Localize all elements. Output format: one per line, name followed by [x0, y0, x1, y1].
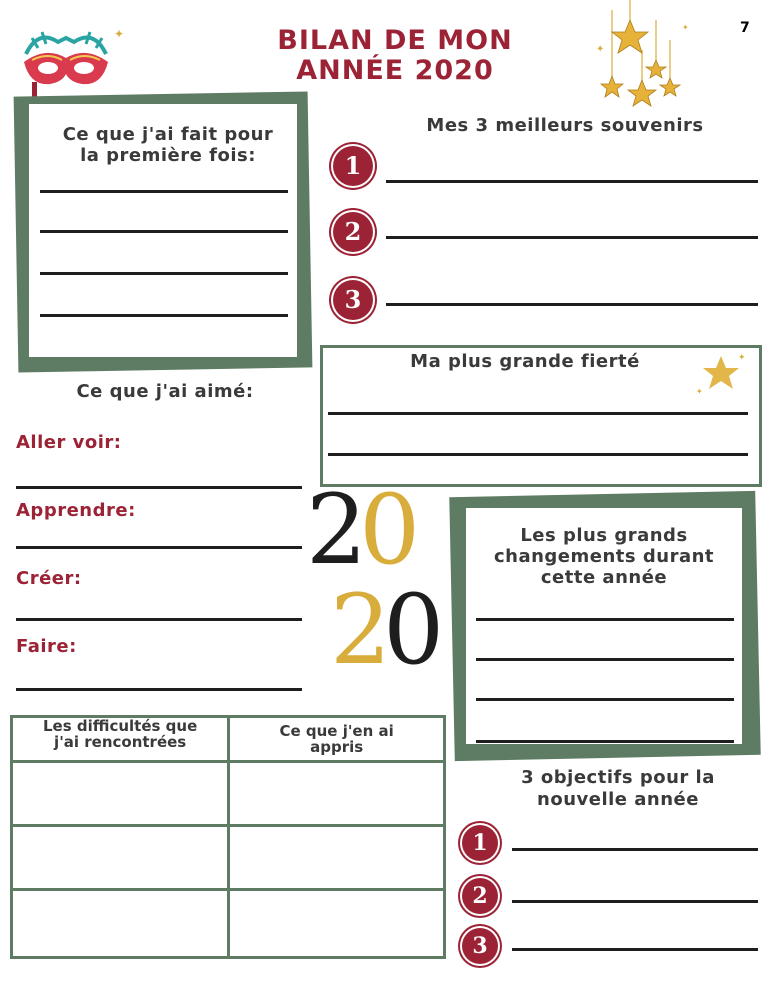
table-header-difficultes: [12, 717, 229, 762]
aime-heading: Ce que j'ai aimé:: [76, 381, 254, 402]
table-cell[interactable]: [229, 890, 445, 958]
first-time-label-line1: Ce que j'ai fait pour: [62, 124, 274, 145]
aime-item-aller-voir: Aller voir:: [16, 432, 122, 453]
table-cell[interactable]: [229, 762, 445, 826]
fierte-heading: Ma plus grande fierté: [410, 351, 640, 372]
aime-line-3: [16, 618, 302, 621]
hanging-stars-icon: [590, 0, 700, 115]
objectif-number-1: 1: [462, 825, 498, 861]
first-time-line-4: [40, 314, 288, 317]
souvenir-number-1: 1: [333, 146, 373, 186]
changements-heading-line1: Les plus grands: [520, 525, 688, 546]
objectif-number-3: 3: [462, 928, 498, 964]
changements-heading-line2: changements durant: [493, 546, 715, 567]
svg-text:✦: ✦: [696, 387, 703, 396]
aime-line-1: [16, 486, 302, 489]
table-header-appris-line1: Ce que j'en ai: [279, 722, 394, 740]
difficultes-table: [10, 715, 446, 959]
first-time-line-3: [40, 272, 288, 275]
table-cell[interactable]: [12, 826, 229, 890]
changements-line-4: [476, 740, 734, 743]
souvenir-line-2: [386, 236, 758, 239]
svg-text:✦: ✦: [114, 27, 125, 41]
first-time-line-2: [40, 230, 288, 233]
aime-line-4: [16, 688, 302, 691]
aime-line-2: [16, 546, 302, 549]
souvenir-number-3: 3: [333, 280, 373, 320]
gold-star-icon: [694, 350, 750, 396]
changements-line-1: [476, 618, 734, 621]
aime-item-faire: Faire:: [16, 636, 77, 657]
fierte-line-1: [328, 412, 748, 415]
aime-item-creer: Créer:: [16, 568, 82, 589]
page-number: 7: [740, 20, 750, 36]
souvenir-line-3: [386, 303, 758, 306]
table-cell[interactable]: [229, 826, 445, 890]
table-header-difficultes-line1: Les difficultés que: [42, 717, 198, 735]
svg-text:✦: ✦: [738, 353, 746, 363]
objectif-number-2: 2: [462, 878, 498, 914]
table-header-appris-line2: appris: [310, 738, 364, 756]
table-cell[interactable]: [12, 890, 229, 958]
table-header-appris: [229, 717, 445, 762]
table-cell[interactable]: [12, 762, 229, 826]
objectif-line-3: [512, 948, 758, 951]
objectifs-heading-line1: 3 objectifs pour la: [521, 767, 715, 788]
objectif-line-2: [512, 900, 758, 903]
changements-line-2: [476, 658, 734, 661]
table-row: [12, 826, 445, 890]
fierte-line-2: [328, 453, 748, 456]
souvenir-number-2: 2: [333, 212, 373, 252]
svg-text:✦: ✦: [682, 23, 689, 32]
year-graphic-top: 20: [306, 474, 413, 586]
first-time-line-1: [40, 190, 288, 193]
page-title-line1: BILAN DE MON: [277, 25, 513, 56]
first-time-label-line2: la première fois:: [80, 145, 256, 166]
changements-heading-line3: cette année: [540, 567, 668, 588]
table-header-row: [12, 717, 445, 762]
table-row: [12, 890, 445, 958]
page-title-line2: ANNÉE 2020: [296, 55, 494, 86]
table-row: [12, 762, 445, 826]
changements-line-3: [476, 698, 734, 701]
souvenirs-heading: Mes 3 meilleurs souvenirs: [426, 115, 704, 136]
year-graphic-bottom: 20: [330, 574, 437, 686]
aime-item-apprendre: Apprendre:: [16, 500, 136, 521]
objectif-line-1: [512, 848, 758, 851]
objectifs-heading-line2: nouvelle année: [537, 789, 699, 810]
table-header-difficultes-line2: j'ai rencontrées: [54, 733, 187, 751]
svg-text:✦: ✦: [596, 44, 605, 55]
souvenir-line-1: [386, 180, 758, 183]
